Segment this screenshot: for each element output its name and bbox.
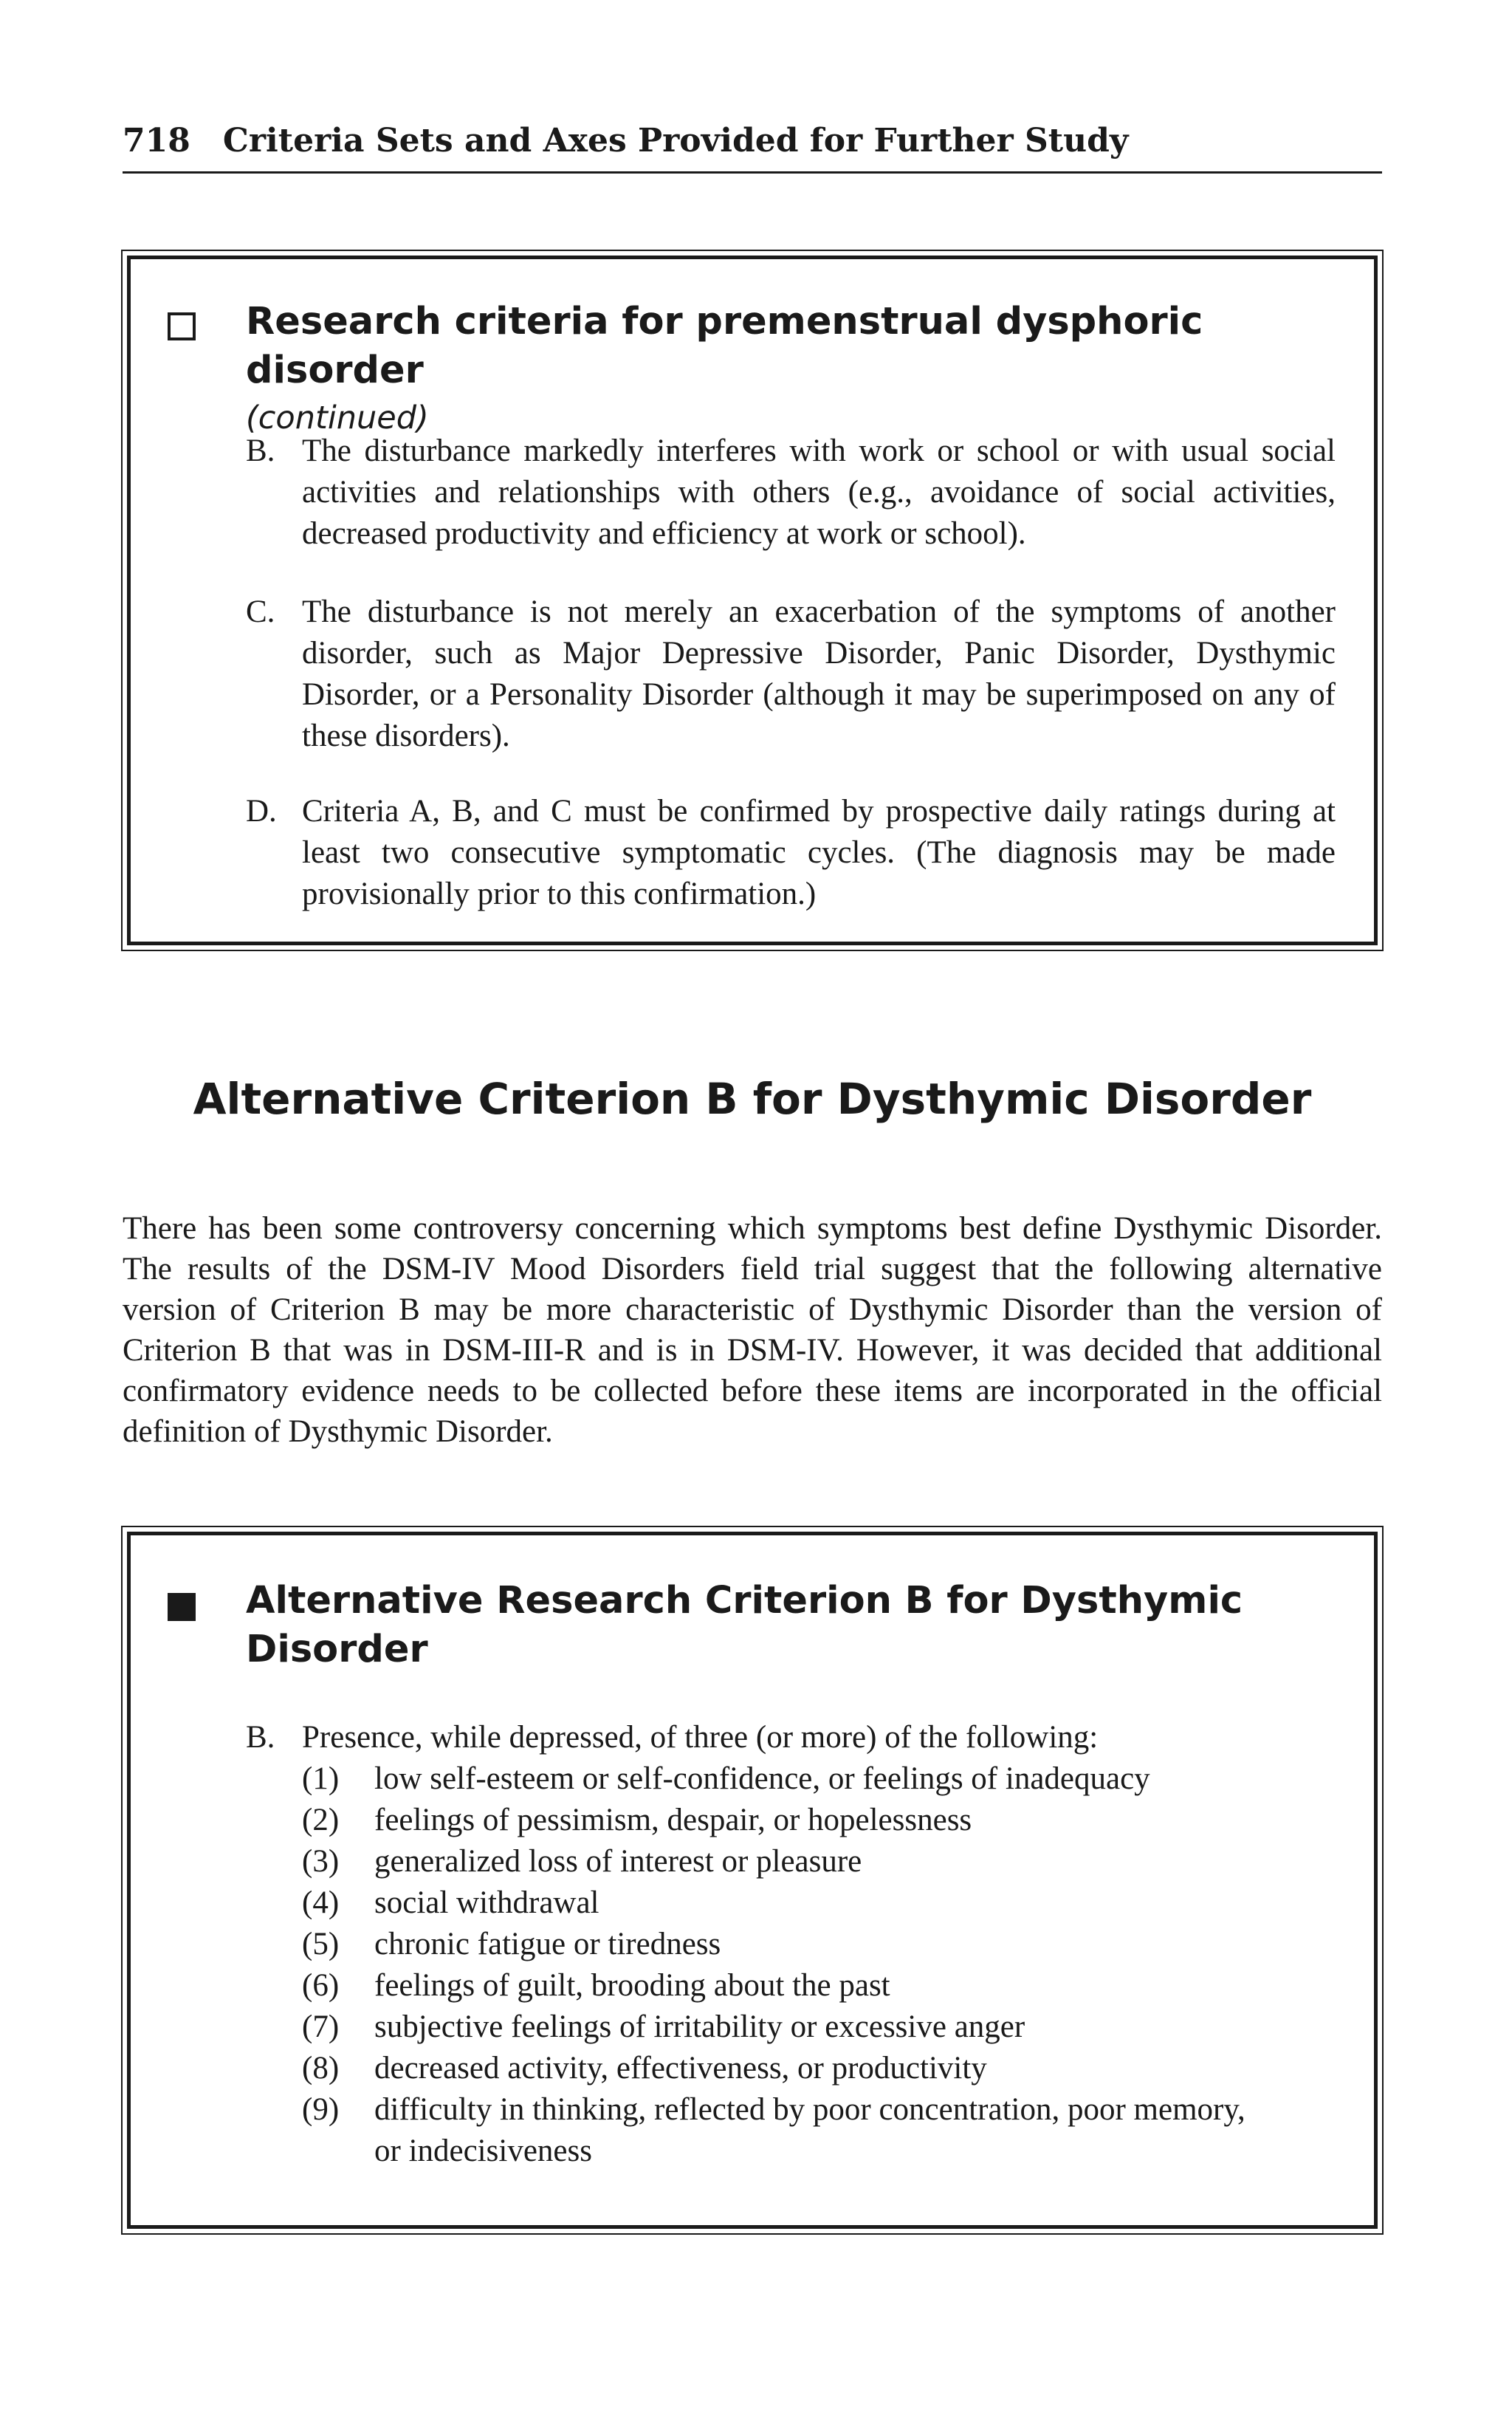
list-item-number: (6) [302,1968,340,2003]
body-paragraph: There has been some controversy concerning which symptoms best define Dysthymic Disorder. The results of the DSM-IV Mood Disorders field trial suggest that the following alternative version of Criterion B may be more characteristic of Dysthymic Disorder than the version of Criterion B that was in DSM-III-R and is in DSM-IV. However, it was decided that additional confirmatory evidence needs to be collected before these items are incorporated in the official definition of Dysthymic Disorder. [123,1211,1382,1449]
pmdd-box-title [246,298,1279,441]
list-item-text: generalized loss of interest or pleasure [374,1844,862,1879]
list-item-number: (2) [302,1803,340,1837]
list-item-number: (5) [302,1927,340,1961]
criterion-b-letter: B. [246,434,275,468]
list-item-text: chronic fatigue or tiredness [374,1927,721,1961]
criterion-d-text: Criteria A, B, and C must be confirmed by prospective daily ratings during at least two consecutive symptomatic cycles. (The diagnosis may be made provisionally prior to this confirmation.) [302,794,1336,911]
symptom-list [302,1758,1262,2172]
dysthymic-box-title: Alternative Research Criterion B for Dysthymic Disorder [246,1579,1243,1671]
running-header [123,111,1382,174]
list-item [302,1924,1262,1965]
running-header-title: Criteria Sets and Axes Provided for Further Study [222,122,1129,160]
pmdd-criteria-box-inner [127,256,1378,945]
list-item-text: decreased activity, effectiveness, or productivity [374,2051,987,2086]
list-item [302,1800,1262,1841]
criterion-c-text: The disturbance is not merely an exacerbation of the symptoms of another disorder, such as Major Depressive Disorder, Panic Disorder, Dysthymic Disorder, or a Personality Disorder (although it may be superimposed on any of these disorders). [302,594,1336,753]
list-item [302,1882,1262,1924]
list-item [302,1758,1262,1800]
pmdd-box-title-text: Research criteria for premenstrual dysphoric disorder [246,300,1203,392]
criterion-b [246,431,1336,555]
section-heading: Alternative Criterion B for Dysthymic Disorder [193,1074,1312,1124]
page-number: 718 [123,122,190,160]
list-item-number: (8) [302,2051,340,2086]
list-item-text: social withdrawal [374,1885,599,1920]
list-item-number: (9) [302,2092,340,2127]
list-item-text: low self-esteem or self-confidence, or feelings of inadequacy [374,1761,1150,1796]
filled-square-icon [168,1593,196,1621]
dysthymic-criteria-box-inner [127,1532,1378,2229]
list-item [302,1965,1262,2007]
criterion-c-letter: C. [246,594,275,629]
list-item-number: (4) [302,1885,340,1920]
criterion-b-intro-text: Presence, while depressed, of three (or more) of the following: [302,1720,1099,1755]
pmdd-criteria-box [121,250,1384,951]
criterion-b-intro [246,1717,1098,1758]
list-item-text: subjective feelings of irritability or excessive anger [374,2009,1025,2044]
criterion-d-letter: D. [246,794,277,829]
criterion-b-text: The disturbance markedly interferes with work or school or with usual social activities and relationships with others (e.g., avoidance of social activities, decreased productivity and efficiency at work or school). [302,434,1336,551]
list-item-text: feelings of guilt, brooding about the past [374,1968,890,2003]
list-item [302,2007,1262,2048]
list-item-number: (3) [302,1844,340,1879]
list-item-number: (1) [302,1761,340,1796]
criterion-b-intro-letter: B. [246,1720,275,1755]
list-item-number: (7) [302,2009,340,2044]
pmdd-box-continued-label: (continued) [246,400,429,436]
list-item-text: feelings of pessimism, despair, or hopelessness [374,1803,972,1837]
list-item-text: difficulty in thinking, reflected by poor concentration, poor memory, or indecisiveness [374,2092,1245,2168]
dysthymic-criteria-box [121,1526,1384,2235]
criterion-d [246,791,1336,915]
open-square-icon [168,312,196,340]
list-item [302,2048,1262,2089]
list-item [302,1841,1262,1882]
list-item [302,2089,1262,2172]
criterion-c [246,592,1336,757]
